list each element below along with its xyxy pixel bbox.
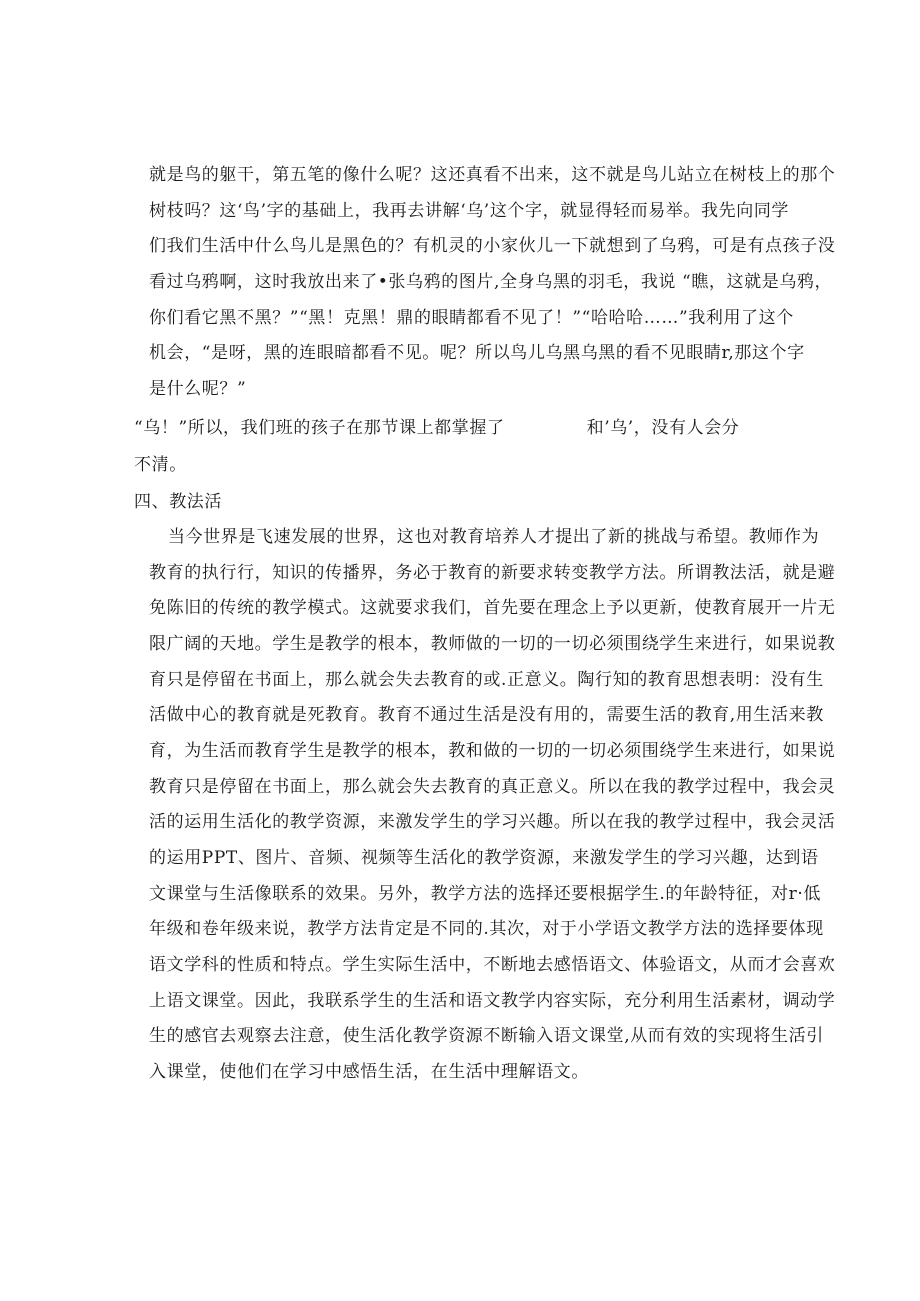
text-line: 上语文课堂。因此，我联系学生的生活和语文教学内容实际，充分利用生活素材，调动学 (149, 991, 836, 1011)
text-line: 的运用PPT、图片、音频、视频等生活化的教学资源，来激发学生的学习兴趣，达到语 (149, 848, 819, 868)
text-line: 就是鸟的躯干，第五笔的像什么呢？这还真看不出来，这不就是鸟儿站立在树枝上的那个 (149, 165, 836, 185)
text-line: 机会，“是呀，黑的连眼暗都看不见。呢？所以鸟儿乌黑乌黑的看不见眼睛r,那这个字 (149, 343, 805, 363)
text-line: 语文学科的性质和特点。学生实际生活中，不断地去感悟语文、体验语文，从而才会喜欢 (149, 955, 836, 975)
text-line: 生的感官去观察去注意，使生活化教学资源不断输入语文课堂,从而有效的实现将生活引 (149, 1026, 824, 1046)
text-line: 教育只是停留在书面上，那么就会失去教育的真正意义。所以在我的教学过程中，我会灵 (149, 777, 836, 797)
text-line: 你们看它黑不黑？”“黑！克黑！鼎的眼睛都看不见了！”“哈哈哈……”我利用了这个 (149, 308, 794, 328)
section-heading: 四、教法活 (134, 492, 222, 512)
text-line: 是什么呢？” (149, 379, 247, 399)
text-line: 活的运用生活化的教学资源，来激发学生的学习兴趣。所以在我的教学过程中，我会灵活 (149, 812, 836, 832)
answer-text-left: “乌！”所以，我们班的孩子在那节课上都掌握了 (134, 418, 505, 438)
text-line: 教育的执行行，知识的传播界，务必于教育的新要求转变教学方法。所谓教法活，就是避 (149, 563, 836, 583)
answer-text-right: 和’乌’，没有人会分 (586, 418, 740, 438)
text-line: 年级和卷年级来说，教学方法肯定是不同的.其次，对于小学语文教学方法的选择要体现 (149, 919, 824, 939)
answer-line (134, 416, 774, 440)
text-line: 们我们生活中什么鸟儿是黑色的？有机灵的小家伙儿一下就想到了乌鸦，可是有点孩子没 (149, 236, 836, 256)
text-line: 入课堂，使他们在学习中感悟生活，在生活中理解语文。 (149, 1062, 589, 1082)
text-line: 不清。 (134, 455, 187, 475)
text-line: 树枝吗？这‘鸟’字的基础上，我再去讲解‘乌’这个字，就显得轻而易举。我先向同学 (149, 201, 790, 221)
text-line: 活做中心的教育就是死教育。教育不通过生活是没有用的，需要生活的教育,用生活来教 (149, 705, 824, 725)
text-line: 文课堂与生活像联系的效果。另外，教学方法的选择还要根据学生.的年龄特征，对r·低 (149, 884, 821, 904)
text-line: 育只是停留在书面上，那么就会失去教育的或.正意义。陶行知的教育思想表明：没有生 (149, 670, 824, 690)
text-line: 看过乌鸦啊，这时我放出来了•张乌鸦的图片,全身乌黑的羽毛，我说 “瞧，这就是乌鸦， (149, 272, 833, 292)
text-line: 限广阔的天地。学生是教学的根本，教师做的一切的一切必须围绕学生来进行，如果说教 (149, 634, 836, 654)
text-line: 免陈旧的传统的教学模式。这就要求我们，首先要在理念上予以更新，使教育展开一片无 (149, 598, 836, 618)
text-line: 育，为生活而教育学生是教学的根本，教和做的一切的一切必须围绕学生来进行，如果说 (149, 741, 836, 761)
text-line: 当今世界是飞速发展的世界，这也对教育培养人才提出了新的挑战与希望。教师作为 (168, 527, 820, 547)
